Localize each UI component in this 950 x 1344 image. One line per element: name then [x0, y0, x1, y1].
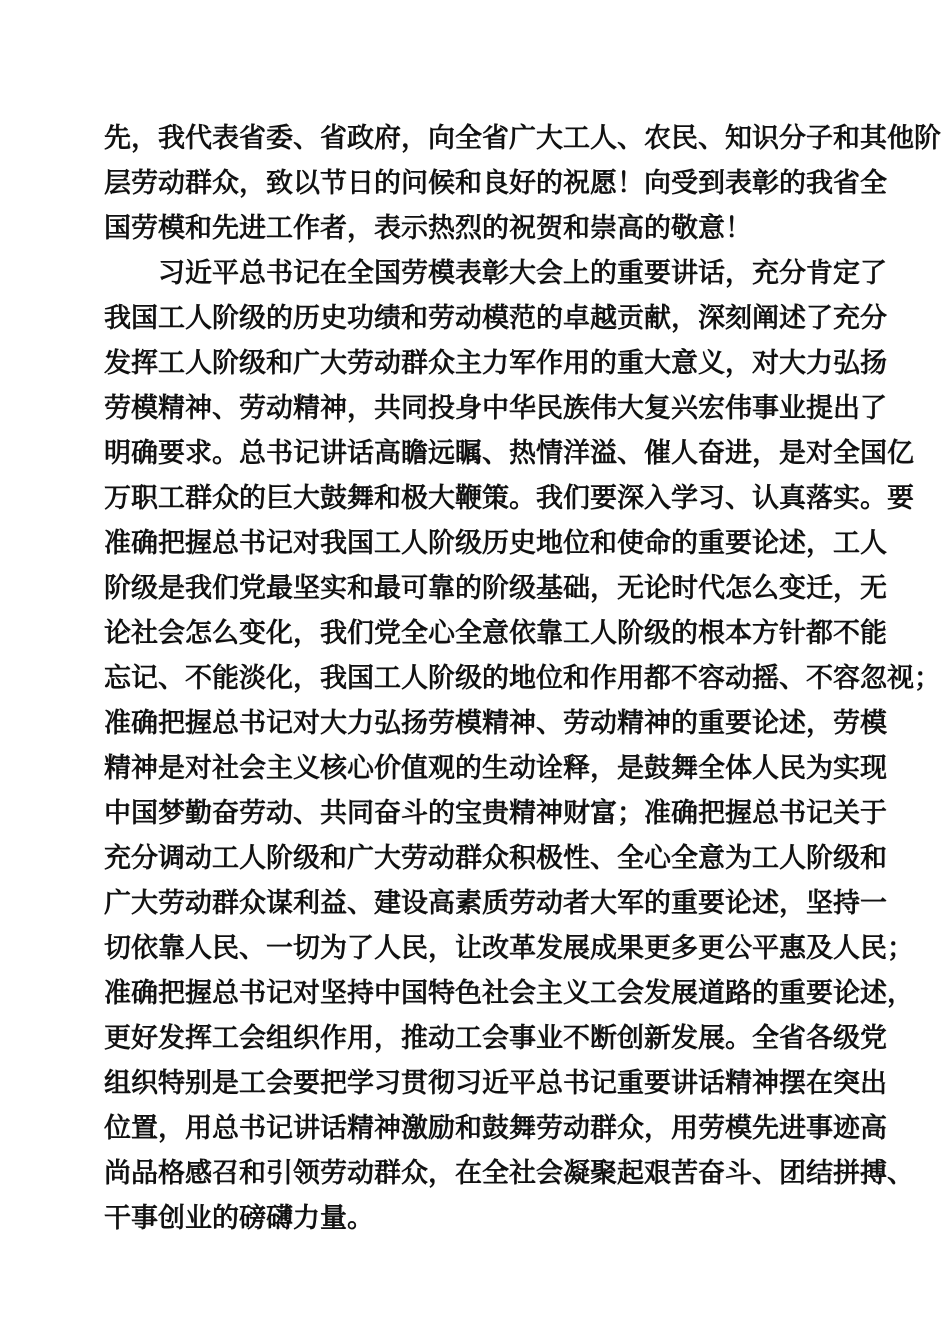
- text-line: 中国梦勤奋劳动、共同奋斗的宝贵精神财富；准确把握总书记关于: [104, 798, 887, 829]
- text-line: 切依靠人民、一切为了人民，让改革发展成果更多更公平惠及人民；: [104, 933, 914, 964]
- text-line: 准确把握总书记对我国工人阶级历史地位和使命的重要论述，工人: [104, 528, 887, 559]
- text-line: 更好发挥工会组织作用，推动工会事业不断创新发展。全省各级党: [104, 1023, 887, 1054]
- body-text: [104, 116, 941, 1241]
- text-line: 准确把握总书记对坚持中国特色社会主义工会发展道路的重要论述，: [104, 978, 914, 1009]
- text-line: 先，我代表省委、省政府，向全省广大工人、农民、知识分子和其他阶: [104, 123, 941, 154]
- text-line: 位置，用总书记讲话精神激励和鼓舞劳动群众，用劳模先进事迹高: [104, 1113, 887, 1144]
- text-line: 组织特别是工会要把学习贯彻习近平总书记重要讲话精神摆在突出: [104, 1068, 887, 1099]
- text-line: 准确把握总书记对大力弘扬劳模精神、劳动精神的重要论述，劳模: [104, 708, 887, 739]
- text-line: 国劳模和先进工作者，表示热烈的祝贺和崇高的敬意！: [104, 213, 752, 244]
- paragraph-start-line: 习近平总书记在全国劳模表彰大会上的重要讲话，充分肯定了: [158, 258, 887, 289]
- text-line: 精神是对社会主义核心价值观的生动诠释，是鼓舞全体人民为实现: [104, 753, 887, 784]
- text-line: 充分调动工人阶级和广大劳动群众积极性、全心全意为工人阶级和: [104, 843, 887, 874]
- text-line: 广大劳动群众谋利益、建设高素质劳动者大军的重要论述，坚持一: [104, 888, 887, 919]
- text-line: 论社会怎么变化，我们党全心全意依靠工人阶级的根本方针都不能: [104, 618, 887, 649]
- text-line: 发挥工人阶级和广大劳动群众主力军作用的重大意义，对大力弘扬: [104, 348, 887, 379]
- text-line: 层劳动群众，致以节日的问候和良好的祝愿！向受到表彰的我省全: [104, 168, 887, 199]
- text-line: 我国工人阶级的历史功绩和劳动模范的卓越贡献，深刻阐述了充分: [104, 303, 887, 334]
- text-line: 劳模精神、劳动精神，共同投身中华民族伟大复兴宏伟事业提出了: [104, 393, 887, 424]
- text-line: 忘记、不能淡化，我国工人阶级的地位和作用都不容动摇、不容忽视；: [104, 663, 941, 694]
- text-line: 万职工群众的巨大鼓舞和极大鞭策。我们要深入学习、认真落实。要: [104, 483, 914, 514]
- text-line: 干事创业的磅礴力量。: [104, 1203, 374, 1234]
- text-line: 阶级是我们党最坚实和最可靠的阶级基础，无论时代怎么变迁，无: [104, 573, 887, 604]
- text-line: 尚品格感召和引领劳动群众，在全社会凝聚起艰苦奋斗、团结拼搏、: [104, 1158, 914, 1189]
- text-line: 明确要求。总书记讲话高瞻远瞩、热情洋溢、催人奋进，是对全国亿: [104, 438, 914, 469]
